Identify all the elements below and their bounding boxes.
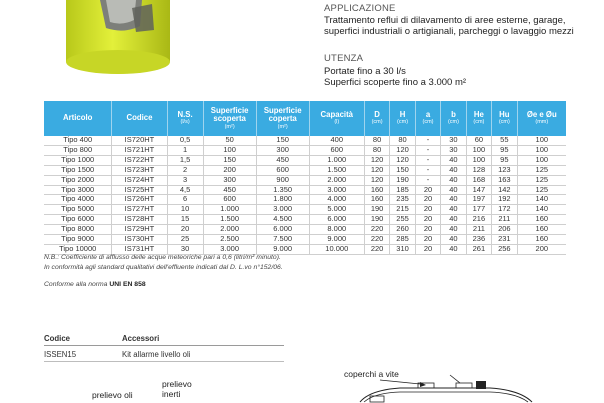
usage-heading: UTENZA — [324, 53, 364, 64]
spec-cell: 261 — [466, 244, 491, 254]
spec-col-unit: (cm) — [371, 119, 383, 126]
spec-cell: 20 — [415, 205, 440, 215]
spec-cell: 2.000 — [309, 175, 364, 185]
accessory-desc: Kit allarme livello oli — [122, 346, 284, 362]
spec-cell: 6.000 — [309, 215, 364, 225]
spec-cell: 30 — [167, 244, 203, 254]
spec-cell: Tipo 10000 — [44, 244, 112, 254]
spec-cell: 285 — [390, 235, 415, 245]
spec-cell: 4,5 — [167, 185, 203, 195]
spec-cell: Tipo 5000 — [44, 205, 112, 215]
spec-cell: 1.000 — [309, 155, 364, 165]
spec-cell: 450 — [256, 155, 309, 165]
spec-cell: 4.000 — [309, 195, 364, 205]
spec-cell: 150 — [390, 165, 415, 175]
spec-cell: 1.500 — [309, 165, 364, 175]
spec-cell: 2 — [167, 165, 203, 175]
spec-cell: IS726HT — [112, 195, 167, 205]
spec-col-unit: (cm) — [447, 119, 459, 126]
spec-col-label: D — [374, 109, 380, 119]
spec-cell: Tipo 9000 — [44, 235, 112, 245]
label-prelievo-oli: prelievo oli — [92, 390, 133, 400]
spec-cell: 40 — [441, 215, 466, 225]
spec-row — [44, 165, 566, 175]
spec-cell: 236 — [466, 235, 491, 245]
accessories-code-header: Codice — [44, 333, 122, 346]
spec-row — [44, 244, 566, 254]
spec-row — [44, 205, 566, 215]
accessory-code: ISSEN15 — [44, 346, 122, 362]
spec-cell: 20 — [415, 215, 440, 225]
spec-cell: 260 — [390, 225, 415, 235]
spec-cell: 1.800 — [256, 195, 309, 205]
spec-cell: 40 — [441, 235, 466, 245]
accessories-table — [44, 333, 284, 362]
spec-col-unit: (cm) — [473, 119, 485, 126]
spec-cell: 450 — [203, 185, 256, 195]
spec-cell: 5.000 — [309, 205, 364, 215]
spec-cell: 80 — [364, 145, 389, 155]
spec-cell: IS725HT — [112, 185, 167, 195]
spec-cell: 400 — [309, 136, 364, 145]
spec-cell: 6 — [167, 195, 203, 205]
spec-cell: 4.500 — [256, 215, 309, 225]
application-text: Trattamento reflui di dilavamento di aree esterne, garage, superfici industriali o artigianali, parcheggi o lavaggio mezzi — [324, 15, 574, 38]
spec-cell: 20 — [415, 244, 440, 254]
spec-cell: IS730HT — [112, 235, 167, 245]
spec-cell: 3.000 — [203, 244, 256, 254]
spec-col-label: N.S. — [177, 109, 193, 119]
spec-cell: 6.000 — [256, 225, 309, 235]
spec-table-body — [44, 136, 566, 254]
spec-cell: 15 — [167, 215, 203, 225]
spec-col-header — [309, 101, 364, 136]
note-standard-prefix: Conforme alla norma — [44, 281, 110, 288]
spec-cell: 255 — [390, 215, 415, 225]
spec-cell: 600 — [256, 165, 309, 175]
spec-cell: 220 — [364, 235, 389, 245]
spec-cell: 25 — [167, 235, 203, 245]
spec-cell: Tipo 1000 — [44, 155, 112, 165]
spec-col-unit: (mm) — [535, 119, 549, 126]
spec-col-header — [517, 101, 566, 136]
note-standard-norm: UNI EN 858 — [109, 281, 146, 288]
spec-cell: 125 — [517, 175, 566, 185]
spec-cell: Tipo 3000 — [44, 185, 112, 195]
spec-col-unit: (cm) — [397, 119, 409, 126]
spec-cell: 95 — [492, 155, 517, 165]
spec-col-header — [112, 101, 167, 136]
spec-row — [44, 145, 566, 155]
spec-cell: 215 — [390, 205, 415, 215]
spec-cell: 256 — [492, 244, 517, 254]
spec-col-label: He — [473, 109, 484, 119]
spec-cell: 200 — [517, 244, 566, 254]
spec-col-label: Superficie coperta — [263, 105, 302, 123]
spec-cell: IS729HT — [112, 225, 167, 235]
spec-col-label: Øe e Øu — [526, 109, 557, 119]
spec-cell: 177 — [466, 205, 491, 215]
spec-cell: 192 — [492, 195, 517, 205]
spec-row — [44, 195, 566, 205]
tank-illustration — [62, 0, 174, 80]
spec-cell: 0,5 — [167, 136, 203, 145]
spec-cell: 20 — [415, 185, 440, 195]
spec-col-header — [44, 101, 112, 136]
spec-cell: - — [415, 136, 440, 145]
spec-cell: 900 — [256, 175, 309, 185]
spec-cell: 40 — [441, 165, 466, 175]
spec-cell: IS723HT — [112, 165, 167, 175]
spec-cell: 100 — [203, 145, 256, 155]
spec-cell: 142 — [492, 185, 517, 195]
spec-cell: 1.500 — [203, 215, 256, 225]
spec-cell: 10 — [167, 205, 203, 215]
spec-cell: 168 — [466, 175, 491, 185]
spec-cell: 7.500 — [256, 235, 309, 245]
spec-cell: 147 — [466, 185, 491, 195]
spec-cell: 125 — [517, 185, 566, 195]
spec-cell: 2.500 — [203, 235, 256, 245]
spec-cell: Tipo 8000 — [44, 225, 112, 235]
spec-cell: 2.000 — [203, 225, 256, 235]
spec-cell: Tipo 1500 — [44, 165, 112, 175]
spec-table-header — [44, 101, 566, 136]
spec-cell: 40 — [441, 175, 466, 185]
note-standard — [44, 281, 146, 288]
spec-cell: 172 — [492, 205, 517, 215]
spec-cell: - — [415, 165, 440, 175]
spec-col-header — [415, 101, 440, 136]
spec-row — [44, 175, 566, 185]
spec-cell: 8.000 — [309, 225, 364, 235]
spec-row — [44, 225, 566, 235]
spec-cell: IS724HT — [112, 175, 167, 185]
spec-cell: 123 — [492, 165, 517, 175]
spec-col-unit: (cm) — [422, 119, 434, 126]
spec-cell: 600 — [203, 195, 256, 205]
spec-col-unit: (l/s) — [180, 119, 190, 126]
spec-row — [44, 185, 566, 195]
spec-cell: 310 — [390, 244, 415, 254]
spec-cell: 40 — [441, 225, 466, 235]
spec-cell: IS727HT — [112, 205, 167, 215]
spec-cell: Tipo 2000 — [44, 175, 112, 185]
spec-col-header — [441, 101, 466, 136]
spec-cell: - — [415, 175, 440, 185]
spec-cell: 1,5 — [167, 155, 203, 165]
spec-cell: 206 — [492, 225, 517, 235]
spec-cell: 100 — [517, 155, 566, 165]
spec-cell: IS722HT — [112, 155, 167, 165]
spec-cell: 120 — [364, 165, 389, 175]
usage-flow: Portate fino a 30 l/s — [324, 66, 406, 77]
spec-cell: IS720HT — [112, 136, 167, 145]
accessories-desc-header: Accessori — [122, 333, 284, 346]
spec-cell: 80 — [390, 136, 415, 145]
spec-cell: 190 — [364, 205, 389, 215]
spec-col-unit: (cm) — [498, 119, 510, 126]
usage-surface: Superfici scoperte fino a 3.000 m² — [324, 77, 467, 89]
spec-cell: IS731HT — [112, 244, 167, 254]
note-coefficient: N.B.: Coefficiente di afflusso delle acque meteoriche pari a 0,6 (litri/m² minuto). — [44, 254, 281, 261]
spec-cell: 190 — [390, 175, 415, 185]
spec-cell: 220 — [364, 244, 389, 254]
spec-col-header — [492, 101, 517, 136]
spec-cell: 3.000 — [309, 185, 364, 195]
spec-cell: 235 — [390, 195, 415, 205]
spec-cell: 100 — [517, 136, 566, 145]
spec-cell: 197 — [466, 195, 491, 205]
spec-cell: Tipo 6000 — [44, 215, 112, 225]
spec-row — [44, 155, 566, 165]
spec-row — [44, 136, 566, 145]
spec-col-unit: (m²) — [277, 123, 288, 130]
spec-cell: - — [415, 145, 440, 155]
spec-cell: 10.000 — [309, 244, 364, 254]
spec-cell: 9.000 — [309, 235, 364, 245]
usage-text — [324, 66, 594, 89]
spec-cell: 100 — [466, 155, 491, 165]
technical-drawing — [300, 370, 600, 403]
spec-cell: 20 — [167, 225, 203, 235]
accessory-row — [44, 346, 284, 362]
spec-cell: 40 — [441, 205, 466, 215]
spec-cell: 160 — [364, 195, 389, 205]
spec-cell: 300 — [256, 145, 309, 155]
spec-col-header — [466, 101, 491, 136]
spec-col-label: Hu — [499, 109, 510, 119]
spec-cell: 185 — [390, 185, 415, 195]
spec-cell: 60 — [466, 136, 491, 145]
spec-cell: Tipo 800 — [44, 145, 112, 155]
spec-cell: 95 — [492, 145, 517, 155]
spec-cell: 160 — [517, 235, 566, 245]
spec-col-header — [364, 101, 389, 136]
spec-cell: 600 — [309, 145, 364, 155]
spec-cell: 3 — [167, 175, 203, 185]
spec-cell: 20 — [415, 225, 440, 235]
spec-cell: 163 — [492, 175, 517, 185]
spec-cell: 200 — [203, 165, 256, 175]
spec-cell: 40 — [441, 185, 466, 195]
spec-cell: - — [415, 155, 440, 165]
spec-cell: 120 — [390, 155, 415, 165]
spec-cell: 140 — [517, 195, 566, 205]
spec-cell: 20 — [415, 235, 440, 245]
spec-col-label: b — [451, 109, 456, 119]
spec-row — [44, 215, 566, 225]
spec-cell: 211 — [492, 215, 517, 225]
spec-col-header — [256, 101, 309, 136]
spec-cell: 30 — [441, 145, 466, 155]
spec-cell: 40 — [441, 155, 466, 165]
spec-col-label: Capacità — [320, 109, 354, 119]
spec-cell: 100 — [466, 145, 491, 155]
spec-cell: 120 — [390, 145, 415, 155]
label-prelievo: prelievo — [162, 379, 192, 389]
spec-col-label: Codice — [126, 113, 153, 123]
spec-cell: 140 — [517, 205, 566, 215]
spec-cell: 40 — [441, 195, 466, 205]
spec-cell: Tipo 4000 — [44, 195, 112, 205]
spec-cell: 150 — [256, 136, 309, 145]
spec-table — [44, 101, 566, 255]
spec-cell: 120 — [364, 155, 389, 165]
spec-row — [44, 235, 566, 245]
note-conformity: In conformità agli standard qualitativi dell'effluente indicati dal D. L.vo n°152/06. — [44, 264, 283, 271]
label-inerti: inerti — [162, 389, 181, 399]
spec-cell: 125 — [517, 165, 566, 175]
spec-cell: 20 — [415, 195, 440, 205]
spec-cell: 1.000 — [203, 205, 256, 215]
spec-col-label: Superficie scoperta — [210, 105, 249, 123]
spec-cell: 220 — [364, 225, 389, 235]
spec-cell: 40 — [441, 244, 466, 254]
spec-col-header — [167, 101, 203, 136]
application-heading: APPLICAZIONE — [324, 3, 396, 14]
spec-cell: 120 — [364, 175, 389, 185]
spec-cell: 231 — [492, 235, 517, 245]
spec-col-unit: (l) — [334, 119, 340, 126]
spec-cell: 9.000 — [256, 244, 309, 254]
label-coperchi: coperchi a vite — [344, 369, 399, 379]
spec-cell: 1 — [167, 145, 203, 155]
spec-cell: 300 — [203, 175, 256, 185]
spec-cell: Tipo 400 — [44, 136, 112, 145]
spec-cell: 211 — [466, 225, 491, 235]
spec-cell: 3.000 — [256, 205, 309, 215]
spec-cell: 128 — [466, 165, 491, 175]
spec-cell: 190 — [364, 215, 389, 225]
spec-cell: 160 — [517, 215, 566, 225]
spec-cell: 150 — [203, 155, 256, 165]
spec-cell: 100 — [517, 145, 566, 155]
spec-cell: IS728HT — [112, 215, 167, 225]
spec-cell: 216 — [466, 215, 491, 225]
spec-col-label: Articolo — [62, 113, 93, 123]
spec-cell: 1.350 — [256, 185, 309, 195]
spec-col-label: a — [425, 109, 431, 119]
spec-cell: IS721HT — [112, 145, 167, 155]
spec-cell: 160 — [364, 185, 389, 195]
spec-cell: 50 — [203, 136, 256, 145]
spec-cell: 160 — [517, 225, 566, 235]
spec-cell: 55 — [492, 136, 517, 145]
spec-cell: 30 — [441, 136, 466, 145]
spec-col-label: H — [399, 109, 406, 119]
spec-col-header — [390, 101, 415, 136]
spec-cell: 80 — [364, 136, 389, 145]
spec-col-header — [203, 101, 256, 136]
spec-col-unit: (m²) — [224, 123, 235, 130]
